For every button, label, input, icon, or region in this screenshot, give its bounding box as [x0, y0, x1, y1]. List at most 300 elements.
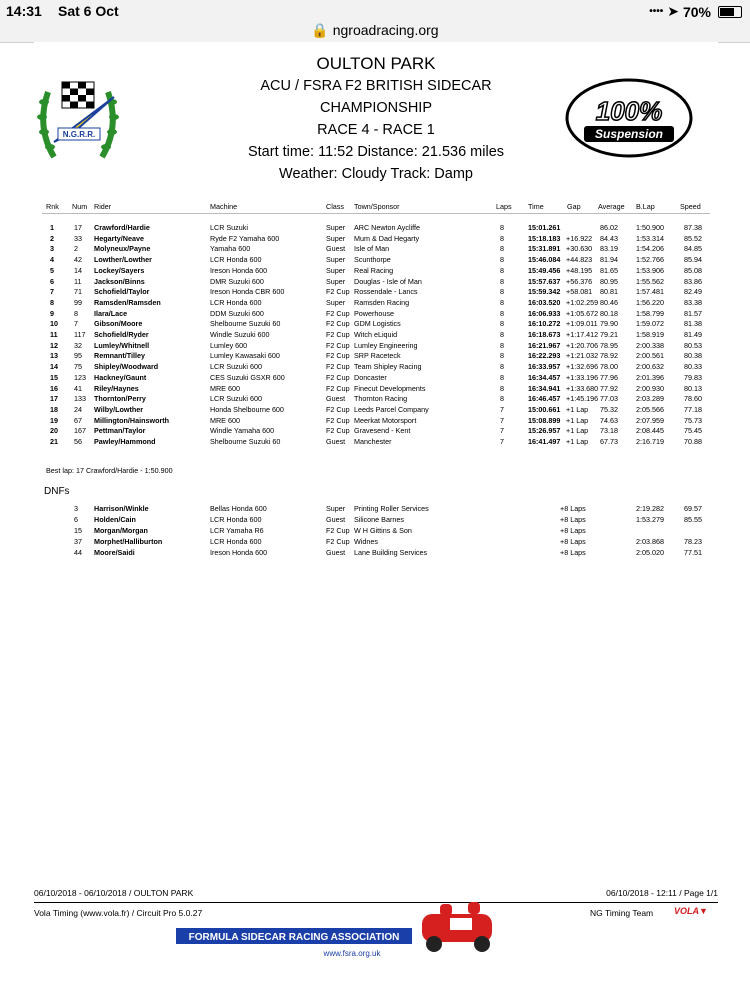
cell-machine: MRE 600: [210, 415, 240, 425]
cell-laps: 7: [500, 426, 504, 436]
col-rider: Rider: [94, 202, 112, 211]
dnf-cell-speed: 85.55: [684, 515, 702, 524]
cell-town: Meerkat Motorsport: [354, 415, 417, 425]
cell-rnk: 15: [50, 372, 58, 382]
cell-speed: 80.38: [684, 351, 702, 361]
cell-town: Powerhouse: [354, 308, 394, 318]
cell-machine: DMR Suzuki 600: [210, 276, 264, 286]
cell-num: 71: [74, 287, 82, 297]
cell-town: Rossendale - Lancs: [354, 287, 418, 297]
dnf-cell-machine: Ireson Honda 600: [210, 548, 268, 557]
cell-speed: 81.49: [684, 330, 702, 339]
cell-gap: +30.630: [566, 244, 593, 254]
status-right: [649, 3, 742, 20]
cell-cls: Super: [326, 276, 346, 286]
cell-speed: 85.52: [684, 233, 702, 243]
address-bar[interactable]: [0, 24, 750, 43]
cell-avg: 73.18: [600, 426, 618, 436]
dnf-cell-blap: 2:03.868: [636, 537, 664, 546]
start-time-distance: Start time: 11:52 Distance: 21.536 miles: [247, 144, 505, 160]
cell-laps: 7: [500, 437, 504, 446]
cell-cls: F2 Cup: [326, 340, 350, 350]
fsra-name: FORMULA SIDECAR RACING ASSOCIATION: [188, 932, 400, 943]
cell-avg: 77.92: [600, 383, 618, 393]
race-title: RACE 4 - RACE 1: [317, 122, 435, 138]
cell-gap: +1:32.696: [566, 362, 599, 372]
vola-triangle-icon: ▼: [699, 906, 708, 916]
cell-gap: +58.081: [566, 287, 593, 297]
dnf-table: [34, 504, 718, 564]
cell-time: 16:46.457: [528, 394, 561, 404]
cell-num: 167: [74, 426, 86, 436]
cell-blap: 2:03.289: [636, 394, 664, 404]
cell-laps: 8: [500, 383, 504, 393]
cell-laps: 7: [500, 404, 504, 414]
cell-blap: 1:56.220: [636, 297, 664, 307]
best-lap-note: Best lap: 17 Crawford/Hardie - 1:50.900: [46, 466, 173, 475]
cell-rider: Ilara/Lace: [94, 308, 128, 318]
cell-num: 42: [74, 255, 82, 265]
cell-time: 16:06.933: [528, 308, 561, 318]
cell-rnk: 10: [50, 319, 58, 329]
dnf-cell-rider: Harrison/Winkle: [94, 504, 149, 513]
cell-rider: Hackney/Gaunt: [94, 372, 147, 382]
dnf-cell-speed: 77.51: [684, 548, 702, 557]
event-title: OULTON PARK: [316, 54, 436, 73]
col-average: Average: [598, 202, 625, 211]
cell-rnk: 16: [50, 383, 58, 393]
cell-town: Leeds Parcel Company: [354, 404, 429, 414]
cell-machine: Lumley 600: [210, 340, 248, 350]
cell-time: 16:41.497: [528, 437, 561, 446]
cell-cls: Super: [326, 297, 346, 307]
status-date: Sat 6 Oct: [58, 3, 119, 19]
cell-rnk: 12: [50, 340, 58, 350]
dnf-title: DNFs: [44, 486, 70, 497]
cell-speed: 81.38: [684, 319, 702, 329]
cell-gap: +44.823: [566, 255, 593, 265]
dnf-cell-rider: Morphet/Halliburton: [94, 537, 163, 546]
cell-speed: 77.18: [684, 404, 702, 414]
cell-rider: Schofield/Ryder: [94, 330, 149, 339]
fsra-url: www.fsra.org.uk: [323, 949, 381, 958]
cell-gap: +16.922: [566, 233, 593, 243]
cell-blap: 2:01.396: [636, 372, 664, 382]
cell-num: 56: [74, 437, 82, 446]
cell-speed: 82.49: [684, 287, 702, 297]
cell-machine: Shelbourne Suzuki 60: [210, 437, 281, 446]
cell-blap: 2:00.338: [636, 340, 664, 350]
cell-speed: 85.94: [684, 255, 702, 265]
dnf-cell-num: 44: [74, 548, 82, 557]
cell-laps: 8: [500, 362, 504, 372]
dnf-cell-town: Printing Roller Services: [354, 504, 429, 513]
cell-cls: Guest: [326, 244, 346, 254]
cell-cls: Guest: [326, 394, 346, 404]
lock-icon: 🔒: [311, 22, 329, 38]
dnf-cell-town: Silicone Barnes: [354, 515, 404, 524]
cell-rnk: 11: [50, 330, 58, 339]
cell-speed: 85.08: [684, 265, 702, 275]
footer-time-page: 06/10/2018 - 12:11 / Page 1/1: [606, 888, 718, 898]
cell-rider: Wilby/Lowther: [94, 404, 144, 414]
cell-town: Real Racing: [354, 265, 394, 275]
cell-avg: 80.46: [600, 297, 618, 307]
cell-num: 8: [74, 308, 78, 318]
logo-suspension-text: Suspension: [594, 127, 664, 141]
ngrr-logo: [34, 72, 122, 182]
cell-gap: +48.195: [566, 265, 593, 275]
cell-speed: 87.38: [684, 223, 702, 232]
cell-laps: 8: [500, 351, 504, 361]
cell-blap: 1:57.481: [636, 287, 664, 297]
cell-num: 95: [74, 351, 82, 361]
cell-rnk: 20: [50, 426, 58, 436]
dnf-cell-town: Widnes: [354, 537, 378, 546]
cell-time: 16:22.293: [528, 351, 561, 361]
cell-town: Ramsden Racing: [354, 297, 410, 307]
cell-time: 15:46.084: [528, 255, 561, 265]
cell-avg: 81.65: [600, 265, 618, 275]
cell-laps: 7: [500, 415, 504, 425]
cell-gap: +1:05.672: [566, 308, 599, 318]
dnf-cell-gap: +8 Laps: [560, 515, 586, 524]
cell-speed: 70.88: [684, 437, 702, 446]
cell-rider: Pawley/Hammond: [94, 437, 156, 446]
cell-blap: 2:05.566: [636, 404, 664, 414]
cell-time: 15:00.661: [528, 404, 561, 414]
cell-rider: Gibson/Moore: [94, 319, 143, 329]
cell-blap: 1:59.072: [636, 319, 664, 329]
cell-rnk: 5: [50, 265, 54, 275]
cell-blap: 2:00.930: [636, 383, 664, 393]
cell-avg: 79.90: [600, 319, 618, 329]
cell-laps: 8: [500, 287, 504, 297]
cell-num: 117: [74, 330, 86, 339]
cell-rnk: 9: [50, 308, 54, 318]
cell-machine: Windle Yamaha 600: [210, 426, 275, 436]
cell-speed: 80.53: [684, 340, 702, 350]
cell-rider: Pettman/Taylor: [94, 426, 146, 436]
cell-blap: 2:07.959: [636, 415, 664, 425]
cell-blap: 1:58.799: [636, 308, 664, 318]
cell-avg: 74.63: [600, 415, 618, 425]
cell-gap: +56.376: [566, 276, 593, 286]
cell-rnk: 1: [50, 223, 54, 232]
cell-rnk: 6: [50, 276, 54, 286]
cell-laps: 8: [500, 233, 504, 243]
cell-num: 75: [74, 362, 82, 372]
col-speed: Speed: [680, 202, 701, 211]
cell-laps: 8: [500, 330, 504, 339]
cell-town: SRP Raceteck: [354, 351, 401, 361]
cell-machine: CES Suzuki GSXR 600: [210, 372, 285, 382]
cell-time: 15:31.891: [528, 244, 561, 254]
cell-cls: F2 Cup: [326, 308, 350, 318]
cell-time: 16:03.520: [528, 297, 561, 307]
cell-town: Mum & Dad Hegarty: [354, 233, 420, 243]
col-class: Class: [326, 202, 344, 211]
cell-speed: 79.83: [684, 372, 702, 382]
cell-num: 24: [74, 404, 82, 414]
cell-cls: Super: [326, 223, 346, 232]
cell-avg: 78.92: [600, 351, 618, 361]
cell-time: 15:57.637: [528, 276, 561, 286]
cell-rnk: 8: [50, 297, 54, 307]
dnf-cell-num: 6: [74, 515, 78, 524]
col-time: Time: [528, 202, 544, 211]
cell-laps: 8: [500, 244, 504, 254]
cell-gap: +1 Lap: [566, 437, 589, 446]
cell-avg: 80.81: [600, 287, 618, 297]
dnf-cell-num: 15: [74, 526, 82, 535]
cell-rider: Crawford/Hardie: [94, 223, 150, 232]
cell-speed: 81.57: [684, 308, 702, 318]
cell-time: 15:26.957: [528, 426, 561, 436]
cell-avg: 78.95: [600, 340, 618, 350]
cell-avg: 77.96: [600, 372, 618, 382]
cell-num: 67: [74, 415, 82, 425]
dnf-cell-town: W H Gittins & Son: [354, 526, 412, 535]
cell-laps: 8: [500, 255, 504, 265]
results-table: [34, 223, 718, 463]
cell-machine: Ryde F2 Yamaha 600: [210, 233, 280, 243]
cell-gap: +1:09.011: [566, 319, 598, 329]
cell-blap: 1:53.314: [636, 233, 664, 243]
cell-town: Lumley Engineering: [354, 340, 418, 350]
cell-town: ARC Newton Aycliffe: [354, 223, 421, 232]
cell-town: Doncaster: [354, 372, 387, 382]
cell-avg: 77.03: [600, 394, 618, 404]
dnf-cell-num: 37: [74, 537, 82, 546]
cell-gap: +1:45.196: [566, 394, 599, 404]
battery-percent: 70%: [682, 3, 711, 20]
cell-speed: 84.85: [684, 244, 702, 254]
cell-cls: Guest: [326, 437, 346, 446]
cell-town: Manchester: [354, 437, 392, 446]
cell-laps: 8: [500, 372, 504, 382]
cell-machine: LCR Suzuki 600: [210, 394, 262, 404]
cell-rider: Lumley/Whitnell: [94, 340, 150, 350]
cell-blap: 1:54.206: [636, 244, 664, 254]
cell-avg: 80.18: [600, 308, 618, 318]
cell-cls: F2 Cup: [326, 404, 350, 414]
logo-100-percent: 100%: [595, 96, 663, 126]
cell-rnk: 13: [50, 351, 58, 361]
cell-num: 14: [74, 265, 82, 275]
footer-software: Vola Timing (www.vola.fr) / Circuit Pro 5.0.27: [34, 908, 203, 918]
dnf-cell-blap: 2:05.020: [636, 548, 664, 557]
cell-rnk: 21: [50, 437, 58, 446]
results-document: [34, 42, 718, 1000]
url-text: ngroadracing.org: [332, 22, 439, 38]
cell-cls: F2 Cup: [326, 383, 350, 393]
cell-avg: 84.43: [600, 233, 618, 243]
cell-machine: LCR Honda 600: [210, 297, 262, 307]
cell-machine: Shelbourne Suzuki 60: [210, 319, 281, 329]
cell-machine: Yamaha 600: [210, 244, 251, 254]
cell-machine: Windle Suzuki 600: [210, 330, 270, 339]
cell-laps: 8: [500, 276, 504, 286]
cell-rnk: 14: [50, 362, 58, 372]
cell-town: GDM Logistics: [354, 319, 401, 329]
cell-rider: Remnant/Tilley: [94, 351, 145, 361]
cell-num: 133: [74, 394, 86, 404]
cell-town: Witch eLiquid: [354, 330, 398, 339]
status-bar: [0, 0, 750, 24]
footer-team: NG Timing Team: [590, 908, 654, 918]
cell-rider: Lowther/Lowther: [94, 255, 152, 265]
cell-cls: Super: [326, 265, 346, 275]
cell-time: 16:10.272: [528, 319, 561, 329]
championship-line-1: ACU / FSRA F2 BRITISH SIDECAR: [260, 78, 492, 94]
status-time: 14:31: [6, 3, 42, 19]
cell-rider: Jackson/Binns: [94, 276, 145, 286]
cell-blap: 1:53.906: [636, 265, 664, 275]
cell-cls: Super: [326, 255, 346, 265]
cell-time: 15:59.342: [528, 287, 561, 297]
cell-town: Thornton Racing: [354, 394, 408, 404]
cell-rider: Riley/Haynes: [94, 383, 139, 393]
cell-avg: 80.95: [600, 276, 618, 286]
dnf-cell-machine: LCR Honda 600: [210, 515, 262, 524]
cell-num: 33: [74, 233, 82, 243]
cell-machine: Lumley Kawasaki 600: [210, 351, 280, 361]
cell-avg: 86.02: [600, 223, 618, 232]
cell-gap: +1:17.412: [566, 330, 599, 339]
cell-machine: DDM Suzuki 600: [210, 308, 264, 318]
cell-rider: Millington/Hainsworth: [94, 415, 170, 425]
dnf-cell-gap: +8 Laps: [560, 537, 586, 546]
cell-rnk: 17: [50, 394, 58, 404]
cell-num: 7: [74, 319, 78, 329]
cell-gap: +1 Lap: [566, 426, 589, 436]
cell-rnk: 18: [50, 404, 58, 414]
cell-rnk: 3: [50, 244, 54, 254]
cell-blap: 2:16.719: [636, 437, 664, 446]
cell-gap: +1:21.032: [566, 351, 599, 361]
cell-laps: 8: [500, 394, 504, 404]
cell-blap: 1:55.562: [636, 276, 664, 286]
cell-num: 2: [74, 244, 78, 254]
cell-gap: +1:33.680: [566, 383, 599, 393]
dnf-cell-gap: +8 Laps: [560, 504, 586, 513]
dnf-cell-rider: Moore/Saidi: [94, 548, 135, 557]
cell-num: 99: [74, 297, 82, 307]
cell-time: 15:18.183: [528, 233, 561, 243]
cell-rider: Shipley/Woodward: [94, 362, 159, 372]
col-laps: Laps: [496, 202, 512, 211]
col-machine: Machine: [210, 202, 238, 211]
cell-time: 16:33.957: [528, 362, 561, 372]
cell-cls: F2 Cup: [326, 351, 350, 361]
dnf-cell-cls: Guest: [326, 548, 346, 557]
cell-blap: 2:00.632: [636, 362, 664, 372]
cell-num: 11: [74, 276, 82, 286]
cell-speed: 80.33: [684, 362, 702, 372]
cell-time: 15:08.899: [528, 415, 561, 425]
cell-avg: 79.21: [600, 330, 618, 339]
col-num: Num: [72, 202, 88, 211]
cell-gap: +1 Lap: [566, 404, 589, 414]
cell-machine: Ireson Honda CBR 600: [210, 287, 285, 297]
vola-logo: [674, 906, 708, 916]
weather-track: Weather: Cloudy Track: Damp: [279, 166, 473, 182]
dnf-cell-blap: 1:53.279: [636, 515, 664, 524]
cell-cls: F2 Cup: [326, 415, 350, 425]
cell-machine: LCR Suzuki: [210, 223, 248, 232]
cell-speed: 75.45: [684, 426, 702, 436]
dnf-cell-gap: +8 Laps: [560, 548, 586, 557]
cell-rider: Thornton/Perry: [94, 394, 146, 404]
dnf-cell-cls: Super: [326, 504, 346, 513]
dnf-cell-cls: Guest: [326, 515, 346, 524]
cell-rnk: 7: [50, 287, 54, 297]
header-divider: [42, 213, 710, 214]
cell-rider: Molyneux/Payne: [94, 244, 151, 254]
cell-gap: +1:02.259: [566, 297, 599, 307]
cell-avg: 78.00: [600, 362, 618, 372]
cell-laps: 8: [500, 265, 504, 275]
cell-laps: 8: [500, 340, 504, 350]
cell-town: Douglas - Isle of Man: [354, 276, 422, 286]
dnf-cell-cls: F2 Cup: [326, 537, 350, 546]
cell-rnk: 2: [50, 233, 54, 243]
cell-town: Isle of Man: [354, 244, 390, 254]
cell-cls: F2 Cup: [326, 372, 350, 382]
vola-logo-text: VOLA: [674, 906, 700, 916]
cell-num: 123: [74, 372, 86, 382]
fsra-banner: [172, 900, 512, 960]
cell-time: 16:34.941: [528, 383, 561, 393]
cell-machine: LCR Honda 600: [210, 255, 262, 265]
dnf-cell-speed: 69.57: [684, 504, 702, 513]
cell-time: 16:18.673: [528, 330, 561, 339]
battery-icon: [718, 6, 742, 18]
dnf-cell-rider: Morgan/Morgan: [94, 526, 148, 535]
col-gap: Gap: [567, 202, 581, 211]
cell-avg: 81.94: [600, 255, 618, 265]
ngrr-logo-text: N.G.R.R.: [62, 130, 96, 139]
cell-cls: F2 Cup: [326, 330, 350, 339]
footer-date-venue: 06/10/2018 - 06/10/2018 / OULTON PARK: [34, 888, 194, 898]
cell-cls: F2 Cup: [326, 319, 350, 329]
cell-time: 15:49.456: [528, 265, 561, 275]
cell-cls: F2 Cup: [326, 362, 350, 372]
cell-num: 32: [74, 340, 82, 350]
cell-laps: 8: [500, 308, 504, 318]
dnf-cell-rider: Holden/Cain: [94, 515, 136, 524]
sidecar-icon: [422, 902, 492, 952]
cell-gap: +1:33.196: [566, 372, 599, 382]
cell-blap: 1:52.766: [636, 255, 664, 265]
dnf-cell-blap: 2:19.282: [636, 504, 664, 513]
cell-rider: Schofield/Taylor: [94, 287, 150, 297]
cell-machine: Honda Shelbourne 600: [210, 404, 284, 414]
dnf-cell-cls: F2 Cup: [326, 526, 350, 535]
cell-avg: 67.73: [600, 437, 618, 446]
cell-time: 15:01.261: [528, 223, 561, 232]
cell-laps: 8: [500, 297, 504, 307]
cell-speed: 80.13: [684, 383, 702, 393]
cell-rider: Ramsden/Ramsden: [94, 297, 161, 307]
dnf-cell-num: 3: [74, 504, 78, 513]
cell-machine: Ireson Honda 600: [210, 265, 268, 275]
cell-cls: Super: [326, 233, 346, 243]
cell-cls: F2 Cup: [326, 426, 350, 436]
cell-speed: 83.86: [684, 276, 702, 286]
wifi-icon: ••••: [649, 6, 664, 17]
